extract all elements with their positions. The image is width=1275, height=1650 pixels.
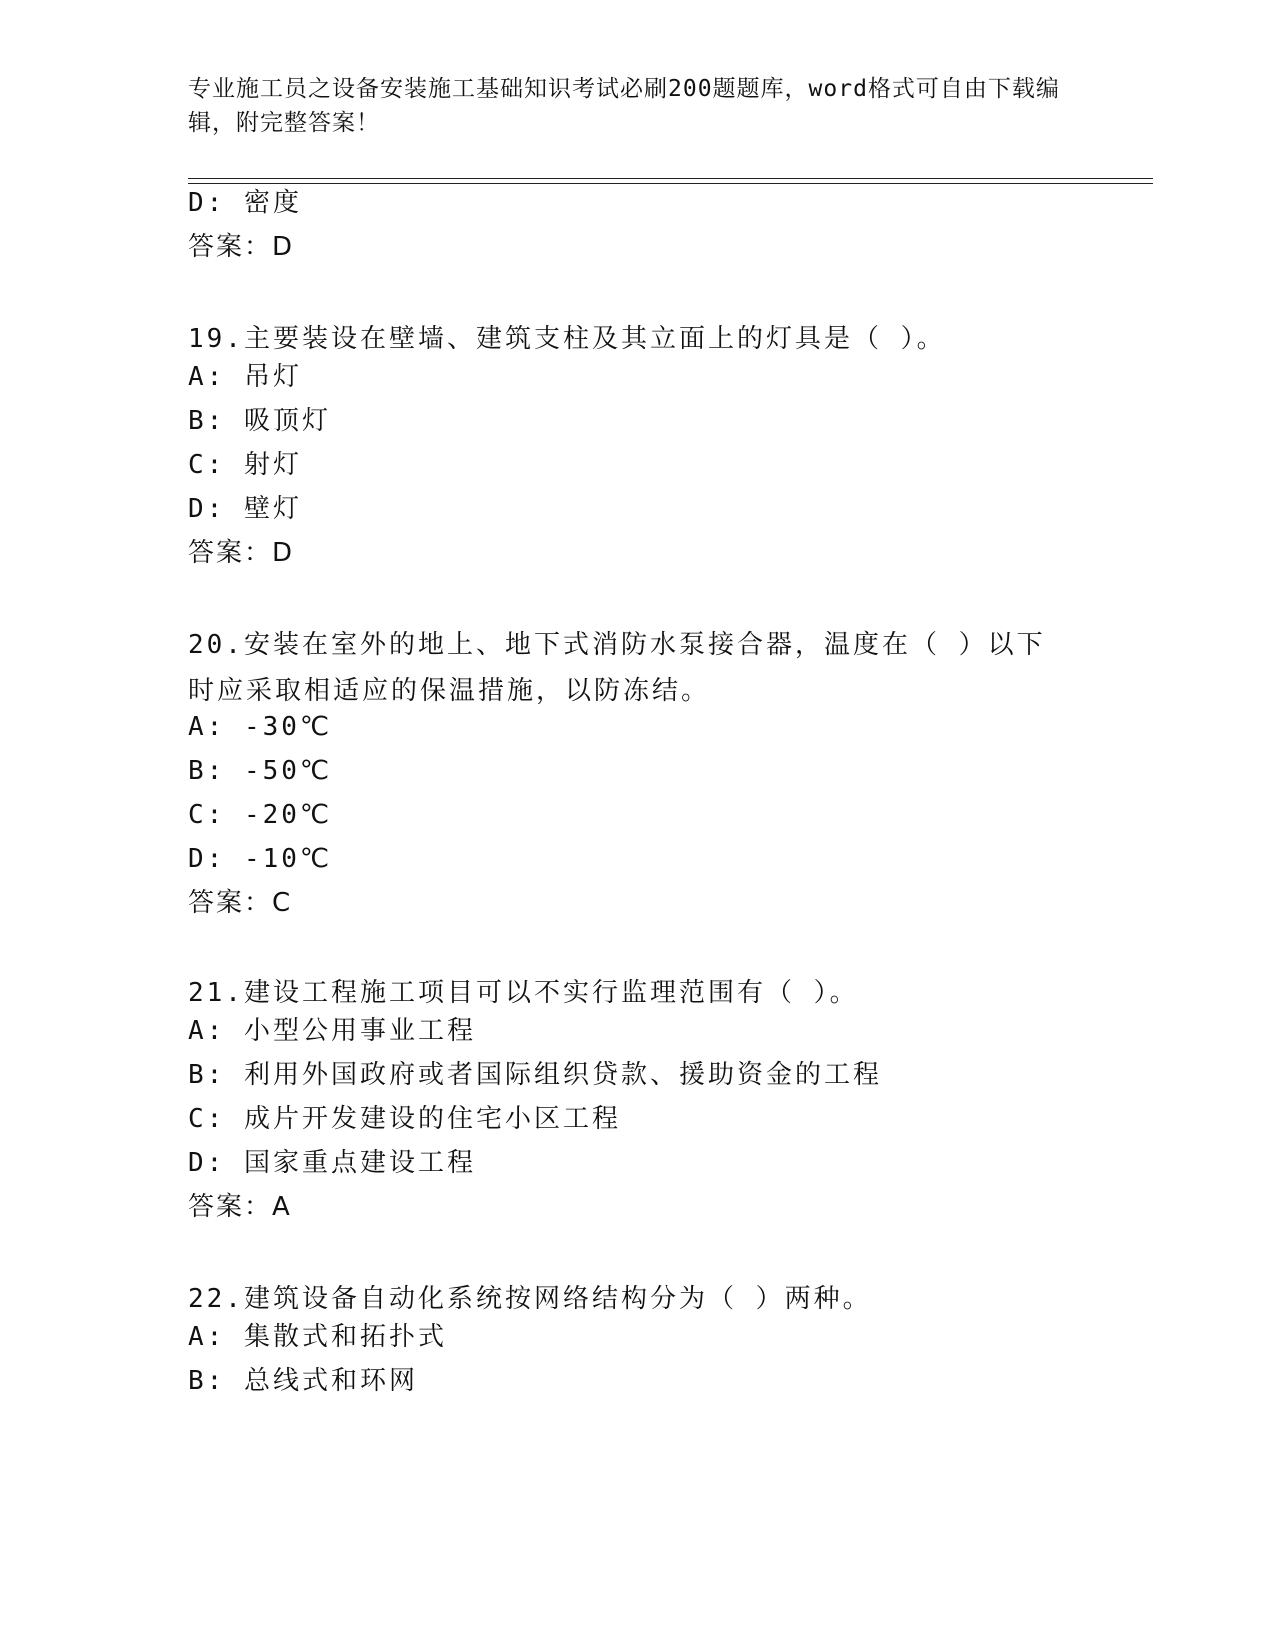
question-19-option-d: D: 壁灯 xyxy=(188,494,302,524)
question-22-text: 22.建筑设备自动化系统按网络结构分为（ ）两种。 xyxy=(188,1284,872,1314)
question-19-answer: 答案：D xyxy=(188,538,295,568)
question-22-option-a: A: 集散式和拓扑式 xyxy=(188,1322,447,1352)
question-20-option-c: C: -20℃ xyxy=(188,800,333,830)
question-21-answer: 答案：A xyxy=(188,1192,292,1222)
question-21-text: 21.建设工程施工项目可以不实行监理范围有（ ）。 xyxy=(188,978,859,1008)
question-20-option-a: A: -30℃ xyxy=(188,712,333,742)
question-21-option-a: A: 小型公用事业工程 xyxy=(188,1016,476,1046)
header-divider-top xyxy=(188,178,1153,179)
question-19-option-c: C: 射灯 xyxy=(188,450,302,480)
question-22-option-b: B: 总线式和环网 xyxy=(188,1366,418,1396)
question-21-option-c: C: 成片开发建设的住宅小区工程 xyxy=(188,1104,621,1134)
question-21-option-d: D: 国家重点建设工程 xyxy=(188,1148,476,1178)
header-divider-bottom xyxy=(188,183,1153,184)
question-20-text: 20.安装在室外的地上、地下式消防水泵接合器，温度在（ ）以下时应采取相适应的保温措施，以防冻结。 xyxy=(188,630,1046,706)
question-21-option-b: B: 利用外国政府或者国际组织贷款、援助资金的工程 xyxy=(188,1060,882,1090)
question-19-option-b: B: 吸顶灯 xyxy=(188,406,331,436)
question-20-option-d: D: -10℃ xyxy=(188,844,333,874)
question-19-option-a: A: 吊灯 xyxy=(188,362,302,392)
question-20-answer: 答案：C xyxy=(188,888,293,918)
question-19-text: 19.主要装设在壁墙、建筑支柱及其立面上的灯具是（ ）。 xyxy=(188,324,946,354)
question-20-option-b: B: -50℃ xyxy=(188,756,333,786)
answer: 答案：D xyxy=(188,232,295,262)
option-d: D: 密度 xyxy=(188,188,302,218)
document-header-title: 专业施工员之设备安装施工基础知识考试必刷200题题库，word格式可自由下载编辑，附完整答案！ xyxy=(188,76,1060,136)
